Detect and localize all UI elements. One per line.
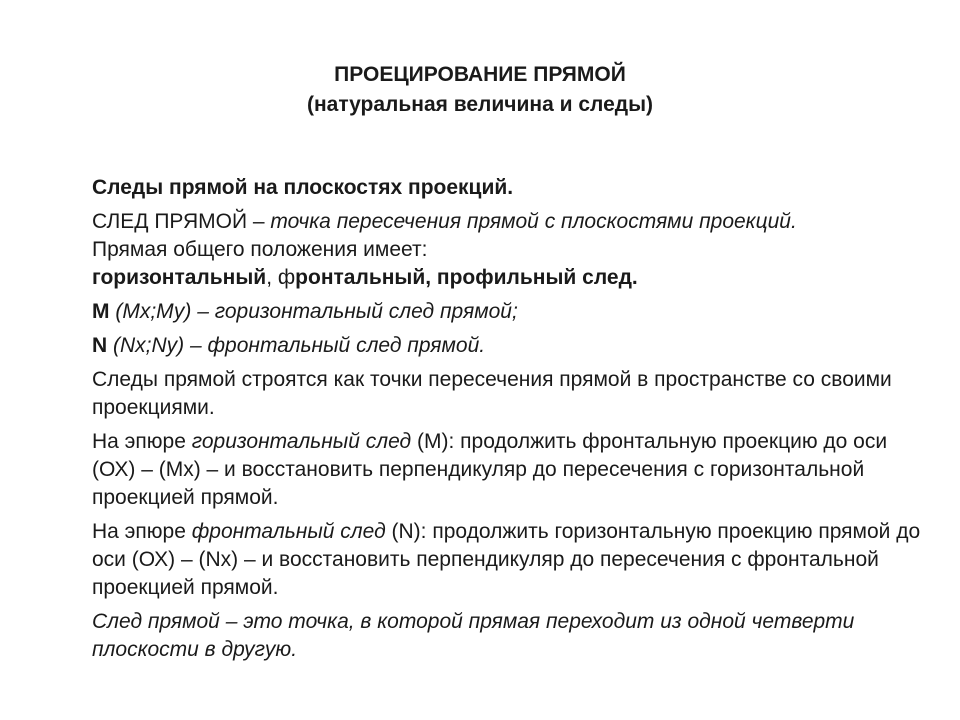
paragraph-trace-definition (92, 208, 922, 292)
m-letter: М (92, 300, 110, 323)
p6-start: На эпюре (92, 430, 192, 453)
paragraph-trace-conclusion: След прямой – это точка, в которой прямая переходит из одной четверти плоскости в другую. (92, 610, 855, 661)
horizontal-word: горизонтальный (92, 266, 267, 289)
n-letter: N (92, 334, 108, 357)
m-description: (Мх;Му) – горизонтальный след прямой; (109, 300, 518, 323)
general-line-text: Прямая общего положения имеет: (92, 238, 428, 261)
trace-types: ронтальный, профильный след. (295, 266, 638, 289)
paragraph-horizontal-trace-epure (92, 428, 922, 512)
term-trace: СЛЕД ПРЯМОЙ (92, 210, 248, 233)
term-definition: точка пересечения прямой с плоскостями проекций. (270, 210, 797, 233)
paragraph-traces-heading: Следы прямой на плоскостях проекций. (92, 176, 514, 199)
title-line-2: (натуральная величина и следы) (306, 93, 654, 116)
p7-italic: фронтальный след (191, 520, 386, 543)
dash: – (247, 210, 271, 233)
comma: , (266, 266, 278, 289)
slide-content (92, 174, 922, 670)
title-line-1: ПРОЕЦИРОВАНИЕ ПРЯМОЙ (334, 63, 626, 86)
paragraph-m-trace (92, 298, 922, 326)
paragraph-construction: Следы прямой строятся как точки пересечения прямой в пространстве со своими проекциями. (92, 368, 892, 419)
p7-rest: (N): продолжить горизонтальную проекцию прямой до оси (ОХ) – (Nх) – и восстановить перпендикуляр до пересечения с фронтальной проекцией прямой. (92, 520, 921, 599)
p6-italic: горизонтальный след (191, 430, 412, 453)
n-description: (Nх;Ny) – фронтальный след прямой. (107, 334, 486, 357)
p6-rest: (М): продолжить фронтальную проекцию до оси (ОХ) – (Мх) – и восстановить перпендикуляр до пересечения с горизонтальной проекцией прямой. (92, 430, 888, 509)
f-letter: ф (277, 266, 296, 289)
slide-title (0, 60, 960, 120)
paragraph-n-trace (92, 332, 922, 360)
paragraph-frontal-trace-epure (92, 518, 922, 602)
p7-start: На эпюре (92, 520, 192, 543)
